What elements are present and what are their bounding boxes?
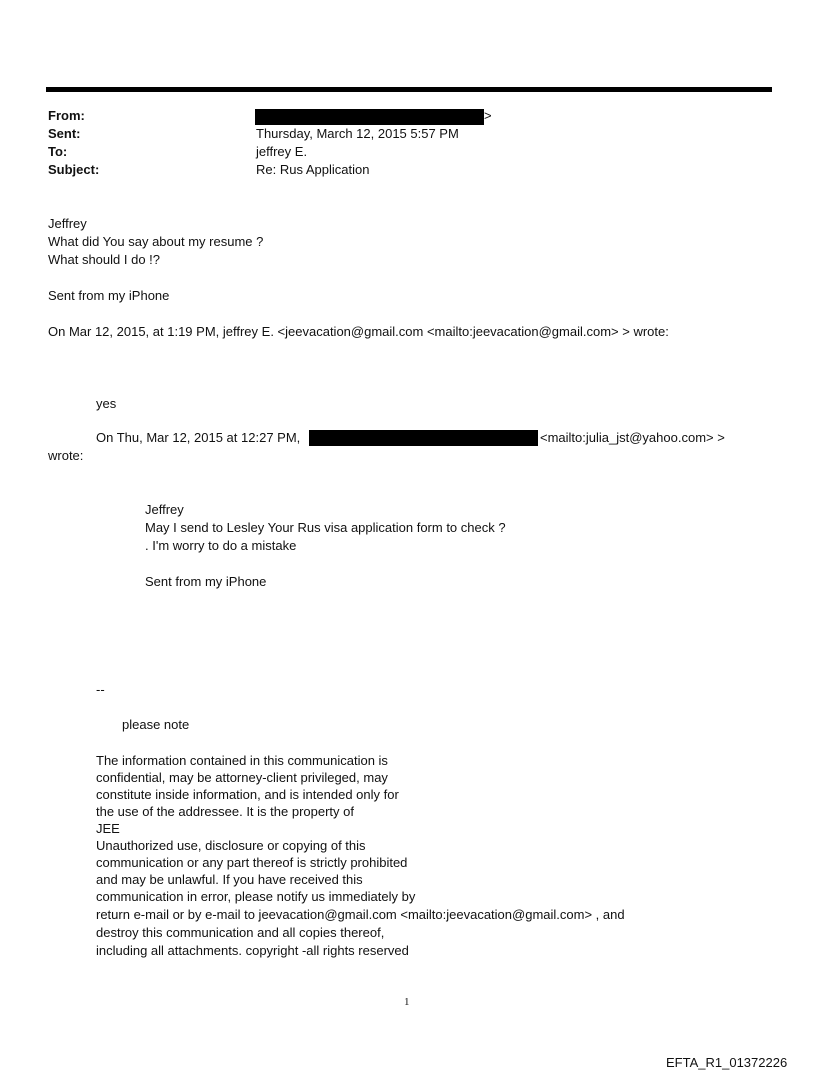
from-label: From: <box>48 108 85 123</box>
reply2-line: . I'm worry to do a mistake <box>145 538 297 553</box>
body-signature: Sent from my iPhone <box>48 288 170 303</box>
disclaimer-line: communication or any part thereof is strictly prohibited <box>96 855 408 870</box>
reply2-signature: Sent from my iPhone <box>145 574 267 589</box>
disclaimer-line: constitute inside information, and is intended only for <box>96 787 399 802</box>
disclaimer-line: and may be unlawful. If you have received this <box>96 872 363 887</box>
subject-value: Re: Rus Application <box>256 162 370 177</box>
body-line: What should I do !? <box>48 252 161 267</box>
from-value-suffix: > <box>484 108 492 123</box>
from-redaction <box>255 109 484 125</box>
disclaimer-line: destroy this communication and all copies thereof, <box>96 925 385 940</box>
disclaimer-line: return e-mail or by e-mail to jeevacation@gmail.com <mailto:jeevacation@gmail.com> , and <box>96 907 625 922</box>
reply-quote-prefix: On Thu, Mar 12, 2015 at 12:27 PM, <box>96 430 301 445</box>
reply2-line: May I send to Lesley Your Rus visa application form to check ? <box>145 520 506 535</box>
disclaimer-line: the use of the addressee. It is the property of <box>96 804 354 819</box>
disclaimer-line: The information contained in this communication is <box>96 753 388 768</box>
disclaimer-line: communication in error, please notify us immediately by <box>96 889 416 904</box>
subject-label: Subject: <box>48 162 100 177</box>
body-line: Jeffrey <box>48 216 87 231</box>
quote-header: On Mar 12, 2015, at 1:19 PM, jeffrey E. <jeevacation@gmail.com <mailto:jeevacation@gmail.com> > wrote: <box>48 324 669 339</box>
header-rule <box>46 87 772 92</box>
sent-value: Thursday, March 12, 2015 5:57 PM <box>256 126 459 141</box>
body-line: What did You say about my resume ? <box>48 234 264 249</box>
bates-number: EFTA_R1_01372226 <box>666 1055 788 1070</box>
reply-quote-mailto: <mailto:julia_jst@yahoo.com> > <box>540 430 725 445</box>
disclaimer-line: Unauthorized use, disclosure or copying of this <box>96 838 366 853</box>
reply-text: yes <box>96 396 117 411</box>
please-note: please note <box>122 717 190 732</box>
page-number: 1 <box>404 996 410 1008</box>
to-value: jeffrey E. <box>256 144 308 159</box>
sender-redaction <box>309 430 538 446</box>
disclaimer-line: including all attachments. copyright -all rights reserved <box>96 943 409 958</box>
separator: -- <box>96 682 105 697</box>
disclaimer-line: JEE <box>96 821 120 836</box>
sent-label: Sent: <box>48 126 81 141</box>
reply-wrote: wrote: <box>48 448 84 463</box>
disclaimer-line: confidential, may be attorney-client privileged, may <box>96 770 388 785</box>
reply2-line: Jeffrey <box>145 502 184 517</box>
to-label: To: <box>48 144 68 159</box>
